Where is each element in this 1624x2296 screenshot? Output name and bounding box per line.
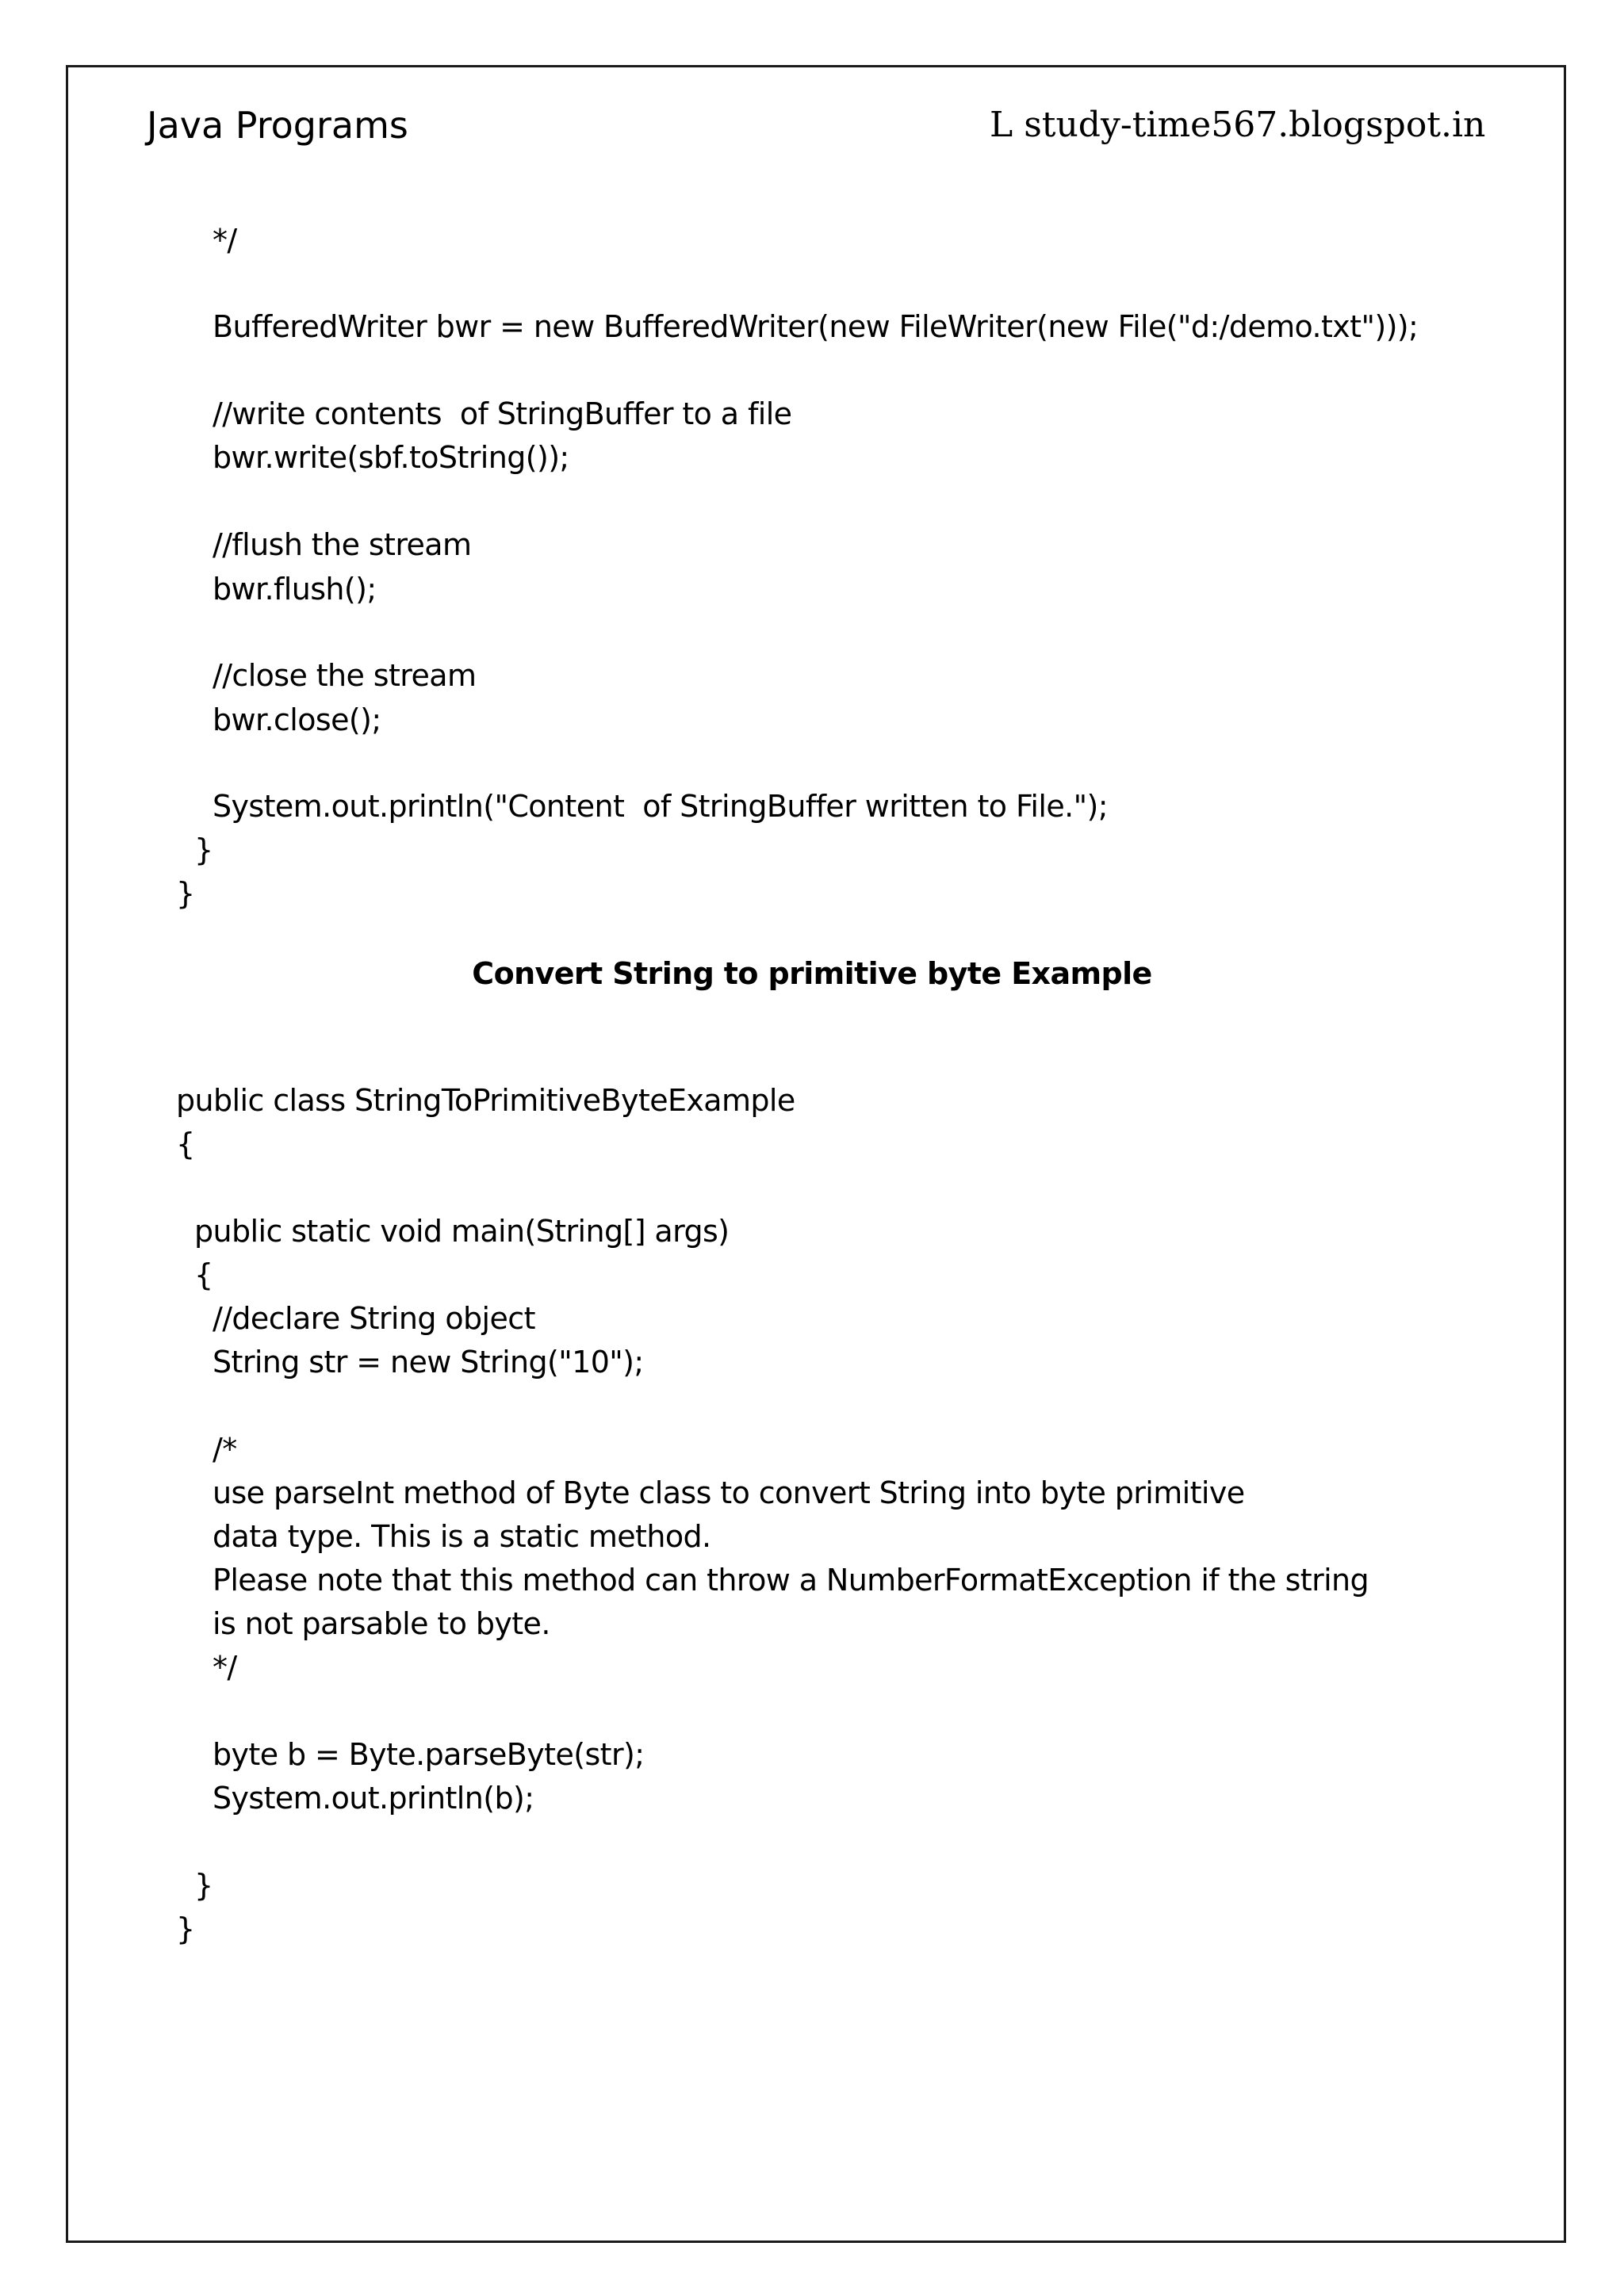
code-line: /*: [213, 1432, 237, 1467]
page-border: [66, 65, 1566, 2243]
code-line: use parseInt method of Byte class to convert String into byte primitive: [213, 1475, 1245, 1510]
code-line: }: [176, 1911, 195, 1946]
code-line: bwr.flush();: [213, 572, 377, 607]
code-line: //write contents of StringBuffer to a file: [213, 396, 792, 431]
code-line: is not parsable to byte.: [213, 1606, 550, 1641]
code-line: //close the stream: [213, 658, 477, 693]
section-heading: Convert String to primitive byte Example: [472, 956, 1152, 991]
code-line: String str = new String("10");: [213, 1345, 644, 1380]
code-line: data type. This is a static method.: [213, 1519, 711, 1554]
document-title: Java Programs: [147, 104, 408, 147]
code-line: public static void main(String[] args): [194, 1214, 730, 1249]
code-line: {: [176, 1127, 195, 1161]
code-line: {: [194, 1257, 213, 1292]
site-url: L study-time567.blogspot.in: [990, 105, 1486, 145]
code-line: public class StringToPrimitiveByteExample: [176, 1083, 795, 1118]
code-line: bwr.write(sbf.toString());: [213, 440, 569, 475]
code-line: bwr.close();: [213, 702, 381, 737]
code-line: */: [213, 223, 237, 258]
code-line: System.out.println(b);: [213, 1781, 534, 1816]
code-line: //declare String object: [213, 1301, 535, 1336]
code-line: }: [176, 876, 195, 911]
code-line: }: [194, 1868, 213, 1903]
code-line: byte b = Byte.parseByte(str);: [213, 1737, 645, 1772]
code-line: Please note that this method can throw a NumberFormatException if the string: [213, 1563, 1369, 1598]
code-line: BufferedWriter bwr = new BufferedWriter(new FileWriter(new File("d:/demo.txt")));: [213, 309, 1419, 344]
code-line: }: [194, 832, 213, 867]
code-line: System.out.println("Content of StringBuffer written to File.");: [213, 789, 1108, 824]
code-line: //flush the stream: [213, 527, 472, 562]
code-line: */: [213, 1650, 237, 1685]
